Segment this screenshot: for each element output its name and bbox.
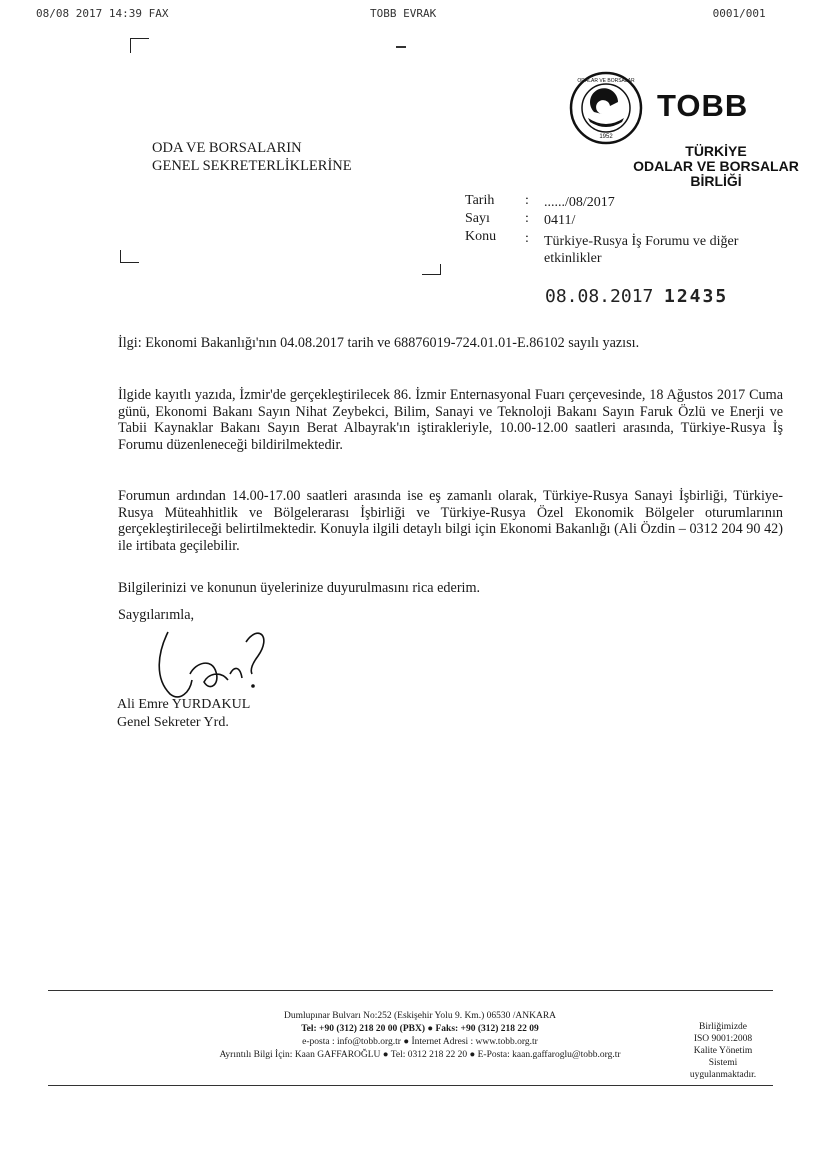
number-value: 0411/ xyxy=(544,213,576,228)
body-paragraph-2: Forumun ardından 14.00-17.00 saatleri arasında ise eş zamanlı olarak, Türkiye-Rusya Sanayi İşbirliği, Türkiye-Rusya Müteahhitlik ve Bölgelerarası İşbirliği ve Türkiye-Rusya Özel Ekonomik Bölgeler oturumlarının gerçekleştirileceği belirtilmektedir. Konuyla ilgili detaylı bilgi için Ekonomi Bakanlığı (Ali Özdin – 0312 204 90 42) ile irtibata geçilebilir. xyxy=(118,488,783,554)
organization-name xyxy=(606,144,824,189)
iso-line-3: Kalite Yönetim xyxy=(693,1046,753,1056)
footer-address: Dumlupınar Bulvarı No:252 (Eskişehir Yolu 9. Km.) 06530 /ANKARA xyxy=(283,1011,557,1021)
organization-name-line-2: ODALAR VE BORSALAR xyxy=(633,158,799,174)
footer-divider-top xyxy=(48,990,773,991)
iso-line-1: Birliğimizde xyxy=(698,1022,748,1032)
signatory-name: Ali Emre YURDAKUL xyxy=(117,697,251,712)
salutation: Saygılarımla, xyxy=(118,607,195,623)
subject-label: Konu xyxy=(465,229,497,244)
organization-name-line-1: TÜRKİYE xyxy=(685,143,747,159)
closing-sentence: Bilgilerinizi ve konunun üyelerinize duyurulmasını rica ederim. xyxy=(118,580,481,596)
svg-text:ODALAR VE BORSALAR: ODALAR VE BORSALAR xyxy=(577,78,635,84)
recipient-block xyxy=(152,139,352,175)
footer-web: e-posta : info@tobb.org.tr ● İnternet Adresi : www.tobb.org.tr xyxy=(302,1037,538,1047)
address-corner-bottom-left xyxy=(120,250,139,263)
tobb-emblem-logo xyxy=(566,70,646,146)
fax-page: 0001/001 xyxy=(706,7,766,20)
tobb-wordmark: TOBB xyxy=(657,88,749,123)
handwritten-signature xyxy=(150,612,280,707)
iso-line-4: Sistemi xyxy=(708,1058,738,1068)
signatory-title: Genel Sekreter Yrd. xyxy=(117,715,229,730)
received-stamp-number: 12435 xyxy=(664,286,729,307)
reference-line: İlgi: Ekonomi Bakanlığı'nın 04.08.2017 tarih ve 68876019-724.01.01-E.86102 sayılı yazısı. xyxy=(118,335,640,351)
iso-line-5: uygulanmaktadır. xyxy=(689,1070,757,1080)
address-corner-top-right-mark xyxy=(396,46,406,48)
number-colon: : xyxy=(525,211,529,226)
body-paragraph-1: İlgide kayıtlı yazıda, İzmir'de gerçekleştirilecek 86. İzmir Enternasyonal Fuarı çerçevesinde, 18 Ağustos 2017 Cuma günü, Ekonomi Bakanı Sayın Nihat Zeybekci, Bilim, Sanayi ve Teknoloji Bakanı Sayın Faruk Özlü ve Enerji ve Tabii Kaynaklar Bakanı Sayın Berat Albayrak'ın iştirakleriyle, 10.00-12.00 saatleri arasında, Türkiye-Rusya İş Forumu düzenleneceği bildirilmektedir. xyxy=(118,387,783,453)
address-corner-bottom-right xyxy=(422,264,441,275)
fax-source: TOBB EVRAK xyxy=(370,7,437,20)
address-corner-top-left xyxy=(130,38,149,53)
recipient-line-1: ODA VE BORSALARIN xyxy=(152,140,302,156)
received-stamp-date: 08.08.2017 xyxy=(545,286,654,307)
subject-value-line-2: etkinlikler xyxy=(544,251,602,266)
subject-colon: : xyxy=(525,231,529,246)
date-colon: : xyxy=(525,193,529,208)
date-value: ....../08/2017 xyxy=(544,195,615,210)
footer-divider-bottom xyxy=(48,1085,773,1086)
recipient-line-2: GENEL SEKRETERLİKLERİNE xyxy=(152,158,352,174)
iso-certification-note xyxy=(676,1021,770,1081)
footer-phones: Tel: +90 (312) 218 20 00 (PBX) ● Faks: +90 (312) 218 22 09 xyxy=(301,1024,539,1034)
organization-name-line-3: BİRLİĞİ xyxy=(690,173,742,189)
svg-text:1952: 1952 xyxy=(599,134,613,140)
subject-value-line-1: Türkiye-Rusya İş Forumu ve diğer xyxy=(544,234,739,249)
number-label: Sayı xyxy=(465,211,490,226)
iso-line-2: ISO 9001:2008 xyxy=(693,1034,753,1044)
fax-datetime: 08/08 2017 14:39 FAX xyxy=(36,7,169,20)
footer-contact: Ayrıntılı Bilgi İçin: Kaan GAFFAROĞLU ● Tel: 0312 218 22 20 ● E-Posta: kaan.gaffaroglu@tobb.org.tr xyxy=(219,1050,621,1060)
date-label: Tarih xyxy=(465,193,495,208)
